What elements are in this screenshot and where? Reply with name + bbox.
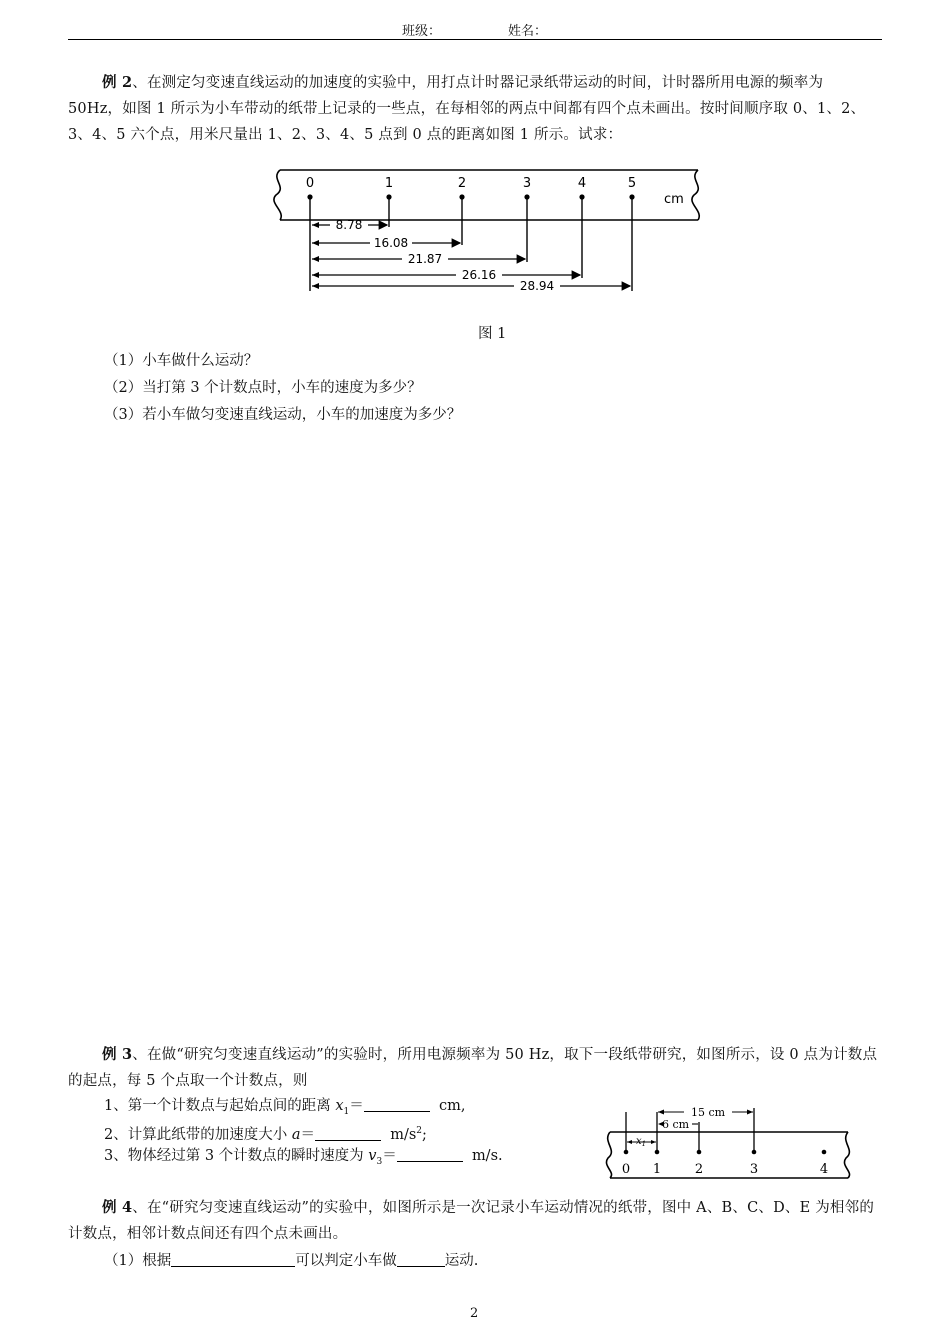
- class-label: 班级：: [402, 24, 442, 39]
- example3-question-3: 3、物体经过第 3 个计数点的瞬时速度为 $v_3= m/s$.: [104, 1148, 503, 1167]
- answer-blank-basis[interactable]: [171, 1252, 295, 1267]
- example2-question-1: （1）小车做什么运动？: [104, 353, 259, 369]
- unit-label: cm: [664, 192, 684, 207]
- example4-paragraph: [68, 1195, 882, 1247]
- answer-blank-motion[interactable]: [397, 1252, 445, 1267]
- point-label-3: 3: [522, 176, 532, 191]
- point-label-2: 2: [457, 176, 467, 191]
- example4-question-1: （1）根据 可以判定小车做 运动.: [104, 1253, 479, 1269]
- header-rule: [68, 39, 882, 40]
- example3-paragraph: [68, 1042, 882, 1094]
- answer-blank-a[interactable]: [315, 1126, 381, 1141]
- answer-blank-x1[interactable]: [364, 1097, 430, 1112]
- example2-question-2: （2）当打第 3 个计数点时，小车的速度为多少？: [104, 380, 422, 396]
- name-label: 姓名：: [508, 24, 548, 39]
- figure1-caption: 图 1: [478, 326, 507, 342]
- example4-title: 例 4: [102, 1199, 133, 1216]
- label-6cm: 6 cm: [662, 1118, 690, 1131]
- distance-arrow-3: [312, 252, 525, 266]
- example2-title: 例 2: [102, 74, 133, 91]
- example2-question-3: （3）若小车做匀变速直线运动，小车的加速度为多少？: [104, 407, 462, 423]
- example3-question-2: 2、计算此纸带的加速度大小 $a= m/s^2$;: [104, 1126, 427, 1143]
- point-label-1: 1: [384, 176, 394, 191]
- example3-question-1: 1、第一个计数点与起始点间的距离 $x_1=$ cm,: [104, 1098, 466, 1117]
- tape-right-edge: [692, 170, 699, 220]
- e3-point-label-2: 2: [694, 1162, 704, 1177]
- example3-title: 例 3: [102, 1046, 133, 1063]
- e3-dot-2: [697, 1150, 702, 1155]
- example2-text: 、在测定匀变速直线运动的加速度的实验中，用打点计时器记录纸带运动的时间，计时器所用电源的频率为 50Hz，如图 1 所示为小车带动的纸带上记录的一些点，在每相邻的两点中间都有四个点未画出。按时间顺序取 0、1、2、3、4、5 六个点，用米尺量出 1、2、3、4、5 点到 0 点的距离如图 1 所示。试求：: [68, 75, 866, 143]
- e3-point-label-1: 1: [652, 1162, 662, 1177]
- label-x1: $x_1$: [636, 1136, 647, 1148]
- e3-dot-1: [655, 1150, 660, 1155]
- point-label-4: 4: [577, 176, 587, 191]
- example2-paragraph: [68, 70, 882, 148]
- tape-left-edge: [274, 170, 281, 220]
- distance-label-4: 26.16: [461, 268, 497, 282]
- example4-text: 、在“研究匀变速直线运动”的实验中，如图所示是一次记录小车运动情况的纸带，图中 A、B、C、D、E 为相邻的计数点，相邻计数点间还有四个点未画出。: [68, 1200, 875, 1242]
- label-15cm: 15 cm: [690, 1106, 726, 1119]
- point-label-5: 5: [627, 176, 637, 191]
- example3-tape-figure: [600, 1100, 856, 1182]
- distance-label-5: 28.94: [519, 279, 555, 293]
- distance-arrow-2: [312, 236, 460, 250]
- distance-label-3: 21.87: [407, 252, 443, 266]
- point-label-0: 0: [305, 176, 315, 191]
- e3-point-label-0: 0: [621, 1162, 631, 1177]
- e3-point-label-4: 4: [819, 1162, 829, 1177]
- e3-dot-4: [822, 1150, 827, 1155]
- example3-text: 、在做“研究匀变速直线运动”的实验时，所用电源频率为 50 Hz，取下一段纸带研究，如图所示，设 0 点为计数点的起点，每 5 个点取一个计数点，则: [68, 1047, 878, 1089]
- e3-point-label-3: 3: [749, 1162, 759, 1177]
- answer-blank-v3[interactable]: [397, 1147, 463, 1162]
- distance-label-2: 16.08: [373, 236, 409, 250]
- distance-label-1: 8.78: [335, 218, 363, 232]
- e3-dot-3: [752, 1150, 757, 1155]
- page-number: 2: [470, 1306, 479, 1321]
- e3-dot-0: [624, 1150, 629, 1155]
- example2-tape-figure: [266, 165, 706, 300]
